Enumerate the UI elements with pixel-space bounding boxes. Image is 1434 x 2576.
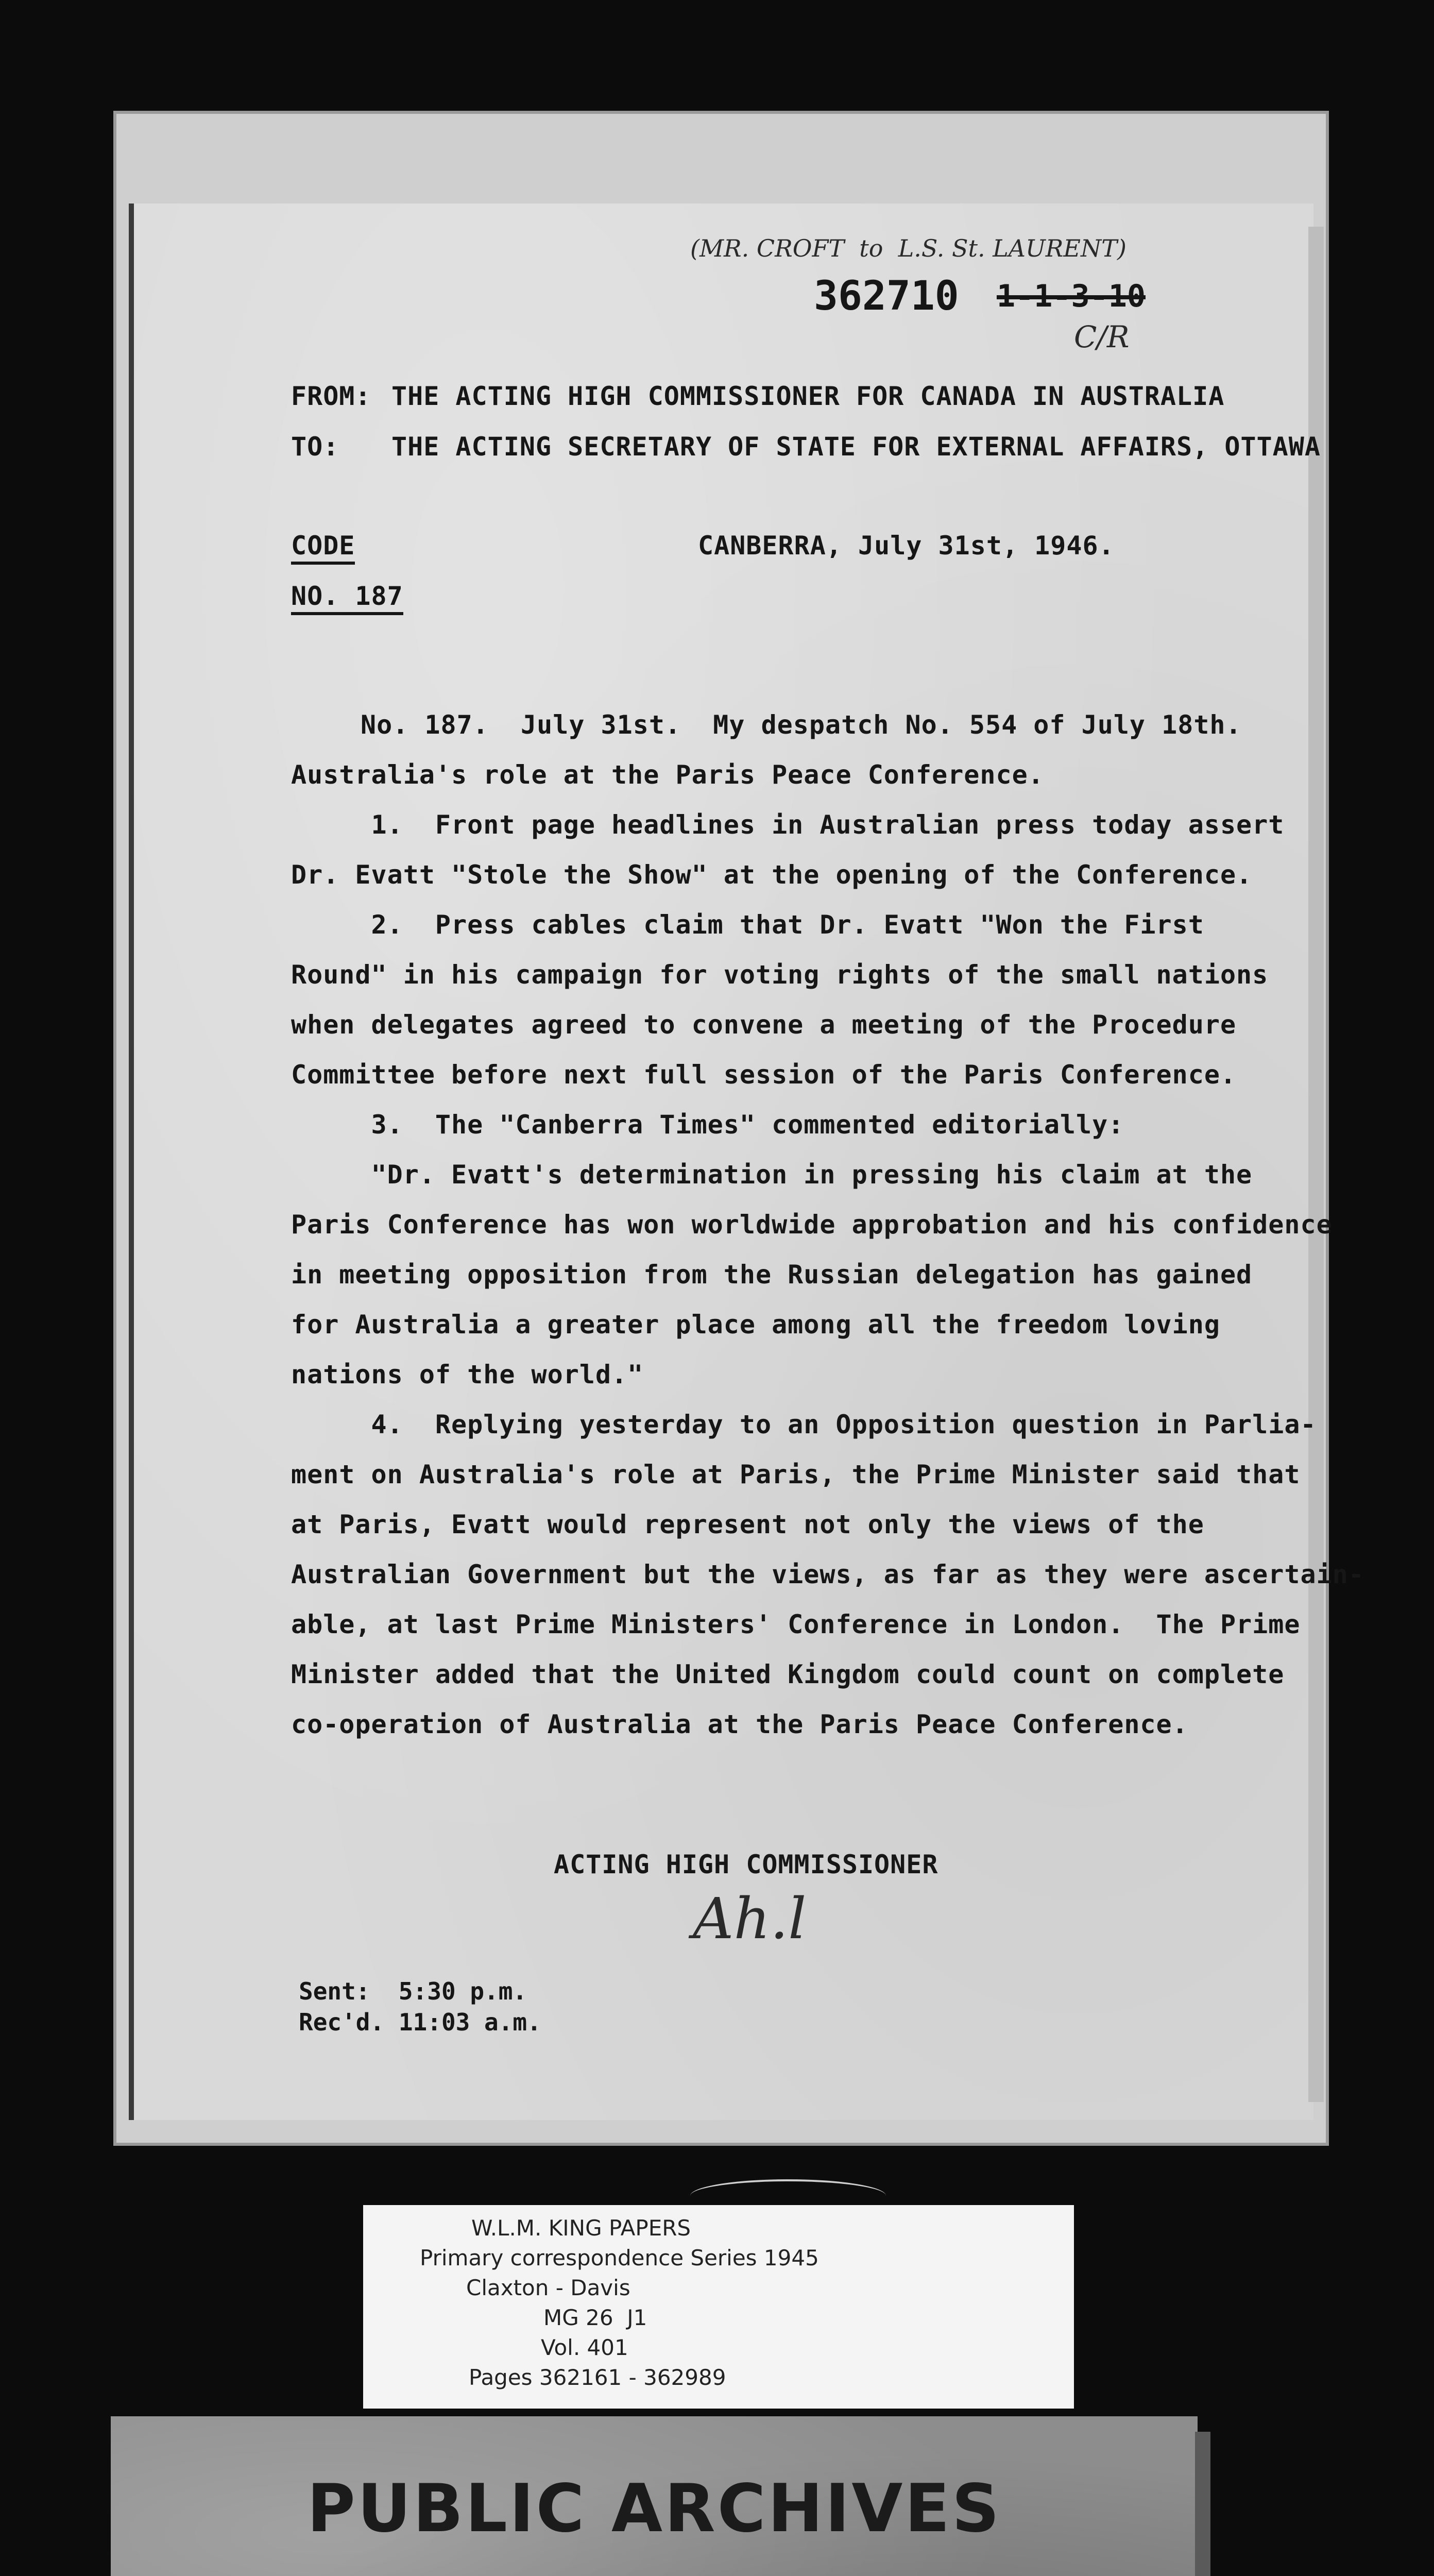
signature-title: ACTING HIGH COMMISSIONER [554, 1850, 938, 1879]
label-line: Claxton - Davis [466, 2275, 630, 2300]
body-line: Dr. Evatt "Stole the Show" at the opening of the Conference. [291, 860, 1253, 890]
body-line: No. 187. July 31st. My despatch No. 554 of July 18th. [361, 710, 1242, 740]
stamp-line-english: PUBLIC ARCHIVES [307, 2470, 1001, 2547]
body-line: Australian Government but the views, as far as they were ascertain- [291, 1560, 1364, 1589]
archive-label-card [363, 2205, 1074, 2409]
struck-file-number: 1-1-3-10 [997, 278, 1146, 314]
from-label: FROM: [291, 381, 371, 411]
label-line: W.L.M. KING PAPERS [471, 2215, 691, 2241]
page-number: 362710 [814, 273, 959, 319]
body-line: ment on Australia's role at Paris, the Prime Minister said that [291, 1460, 1301, 1489]
body-line: 4. Replying yesterday to an Opposition question in Parlia- [291, 1410, 1317, 1439]
code-label: CODE [291, 531, 355, 565]
received-time: Rec'd. 11:03 a.m. [299, 2008, 541, 2036]
body-line: Round" in his campaign for voting rights of the small nations [291, 960, 1269, 990]
to-text: THE ACTING SECRETARY OF STATE FOR EXTERNAL AFFAIRS, OTTAWA [391, 432, 1321, 462]
to-label: TO: [291, 432, 339, 462]
body-line: 3. The "Canberra Times" commented editorially: [291, 1110, 1124, 1140]
label-line: Pages 362161 - 362989 [469, 2365, 726, 2390]
body-line: Australia's role at the Paris Peace Conference. [291, 760, 1044, 790]
place-date: CANBERRA, July 31st, 1946. [698, 531, 1115, 561]
body-line: "Dr. Evatt's determination in pressing his claim at the [291, 1160, 1253, 1190]
body-line: Committee before next full session of the Paris Conference. [291, 1060, 1237, 1090]
message-number: NO. 187 [291, 581, 403, 615]
body-line: co-operation of Australia at the Paris Peace Conference. [291, 1709, 1188, 1739]
body-line: 1. Front page headlines in Australian press today assert [291, 810, 1285, 840]
body-line: in meeting opposition from the Russian delegation has gained [291, 1260, 1253, 1290]
body-line: able, at last Prime Ministers' Conference in London. The Prime [291, 1609, 1301, 1639]
label-line: MG 26 J1 [543, 2305, 647, 2330]
body-line: when delegates agreed to convene a meeting of the Procedure [291, 1010, 1237, 1040]
body-line: nations of the world." [291, 1360, 644, 1389]
body-line: Minister added that the United Kingdom could count on complete [291, 1659, 1285, 1689]
stamp-edge [1195, 2432, 1210, 2576]
label-line: Vol. 401 [541, 2335, 628, 2360]
handwritten-routing-note: (MR. CROFT to L.S. St. LAURENT) [690, 234, 1126, 262]
body-line: Paris Conference has won worldwide approbation and his confidence [291, 1210, 1333, 1240]
public-archives-stamp [111, 2416, 1198, 2576]
body-line: 2. Press cables claim that Dr. Evatt "Won the First [291, 910, 1204, 940]
label-line: Primary correspondence Series 1945 [420, 2245, 819, 2270]
sent-time: Sent: 5:30 p.m. [299, 1977, 527, 2005]
handwritten-cr: C/R [1074, 319, 1130, 354]
from-text: THE ACTING HIGH COMMISSIONER FOR CANADA IN AUSTRALIA [391, 381, 1225, 411]
sheet-edge [1308, 227, 1324, 2102]
body-line: at Paris, Evatt would represent not only the views of the [291, 1510, 1204, 1539]
body-line: for Australia a greater place among all the freedom loving [291, 1310, 1220, 1340]
handwritten-signature: Ah.l [693, 1886, 807, 1952]
